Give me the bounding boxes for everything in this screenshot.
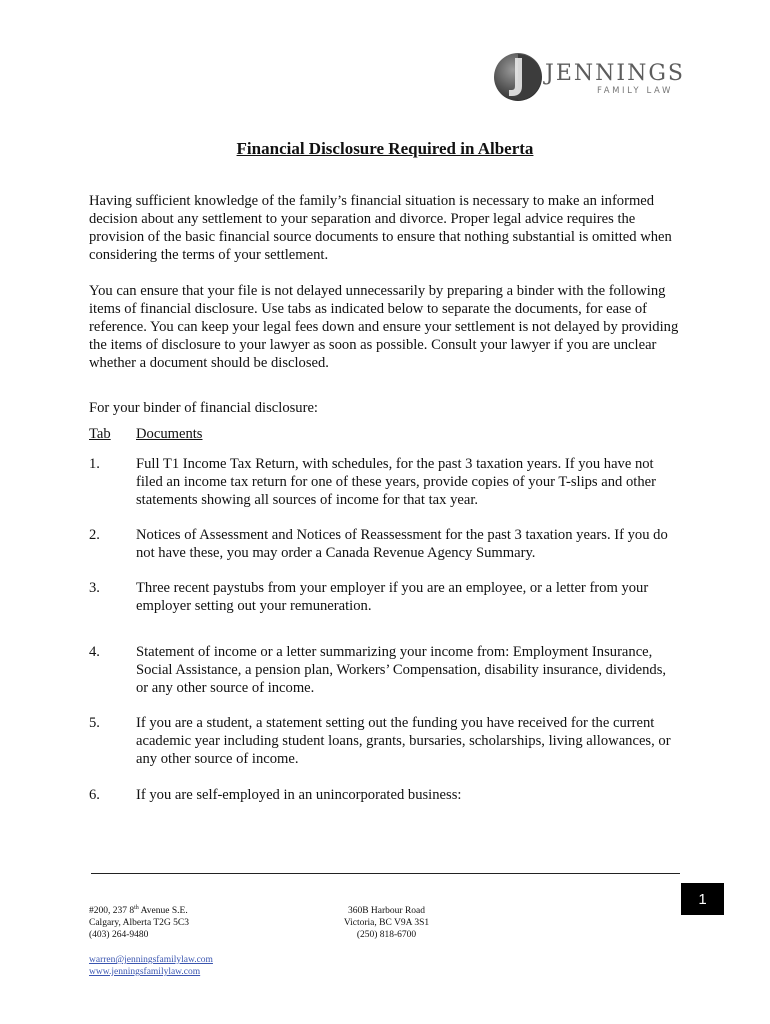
page-number: 1 bbox=[681, 883, 724, 915]
footer-divider bbox=[91, 873, 680, 874]
tab-column-header: Tab bbox=[89, 426, 111, 442]
item-text: Notices of Assessment and Notices of Reassessment for the past 3 taxation years. If you do not have these, you may order a Canada Revenue Agency Summary. bbox=[136, 527, 668, 561]
calgary-address-line1: #200, 237 8th Avenue S.E. bbox=[89, 904, 188, 916]
page-title: Financial Disclosure Required in Alberta bbox=[236, 139, 534, 158]
email-link[interactable]: warren@jenningsfamilylaw.com bbox=[89, 955, 213, 965]
victoria-address-line2: Victoria, BC V9A 3S1 bbox=[343, 918, 430, 928]
binder-paragraph: You can ensure that your file is not delayed unnecessarily by preparing a binder with the following items of financial disclosure. Use tabs as indicated below to separate the documents, for ease of reference. You can keep your legal fees down and ensure your settlement is not delayed by providing the items of disclosure to your lawyer as soon as possible. Consult your lawyer if you are unclear whether a document should be disclosed. bbox=[89, 283, 679, 371]
footer-links bbox=[89, 954, 213, 978]
item-number: 6. bbox=[89, 787, 100, 803]
item-number: 1. bbox=[89, 456, 100, 472]
calgary-address-line2: Calgary, Alberta T2G 5C3 bbox=[89, 918, 189, 928]
victoria-address bbox=[339, 905, 434, 941]
documents-column-header: Documents bbox=[136, 426, 203, 442]
item-text: Full T1 Income Tax Return, with schedules, for the past 3 taxation years. If you have not filed an income tax return for one of these years, provide copies of your T-slips and other statements showing all sources of income for that tax year. bbox=[136, 456, 656, 508]
logo-emblem-icon bbox=[493, 52, 543, 102]
firm-logo bbox=[493, 52, 683, 108]
item-text: If you are a student, a statement setting out the funding you have received for the current academic year including student loans, grants, bursaries, scholarships, living allowances, or any other source of income. bbox=[136, 715, 671, 767]
website-link[interactable]: www.jenningsfamilylaw.com bbox=[89, 967, 201, 977]
victoria-phone: (250) 818-6700 bbox=[356, 930, 417, 940]
item-text: If you are self-employed in an unincorporated business: bbox=[136, 787, 462, 803]
intro-paragraph: Having sufficient knowledge of the family’s financial situation is necessary to make an informed decision about any settlement to your separation and divorce. Proper legal advice requires the provision of the basic financial source documents to ensure that nothing substantial is omitted when considering the terms of your settlement. bbox=[89, 193, 672, 263]
victoria-address-line1: 360B Harbour Road bbox=[347, 906, 426, 916]
item-number: 4. bbox=[89, 644, 100, 660]
logo-subtitle: FAMILY LAW bbox=[597, 86, 673, 96]
binder-intro: For your binder of financial disclosure: bbox=[89, 400, 318, 416]
item-number: 5. bbox=[89, 715, 100, 731]
calgary-phone: (403) 264-9480 bbox=[89, 930, 149, 940]
item-number: 3. bbox=[89, 580, 100, 596]
calgary-address bbox=[89, 905, 189, 941]
item-text: Statement of income or a letter summarizing your income from: Employment Insurance, Social Assistance, a pension plan, Workers’ Compensation, disability insurance, dividends, or any other source of income. bbox=[136, 644, 667, 696]
logo-name: JENNINGS bbox=[545, 61, 685, 86]
item-text: Three recent paystubs from your employer if you are an employee, or a letter from your employer setting out your remuneration. bbox=[136, 580, 649, 614]
item-number: 2. bbox=[89, 527, 100, 543]
